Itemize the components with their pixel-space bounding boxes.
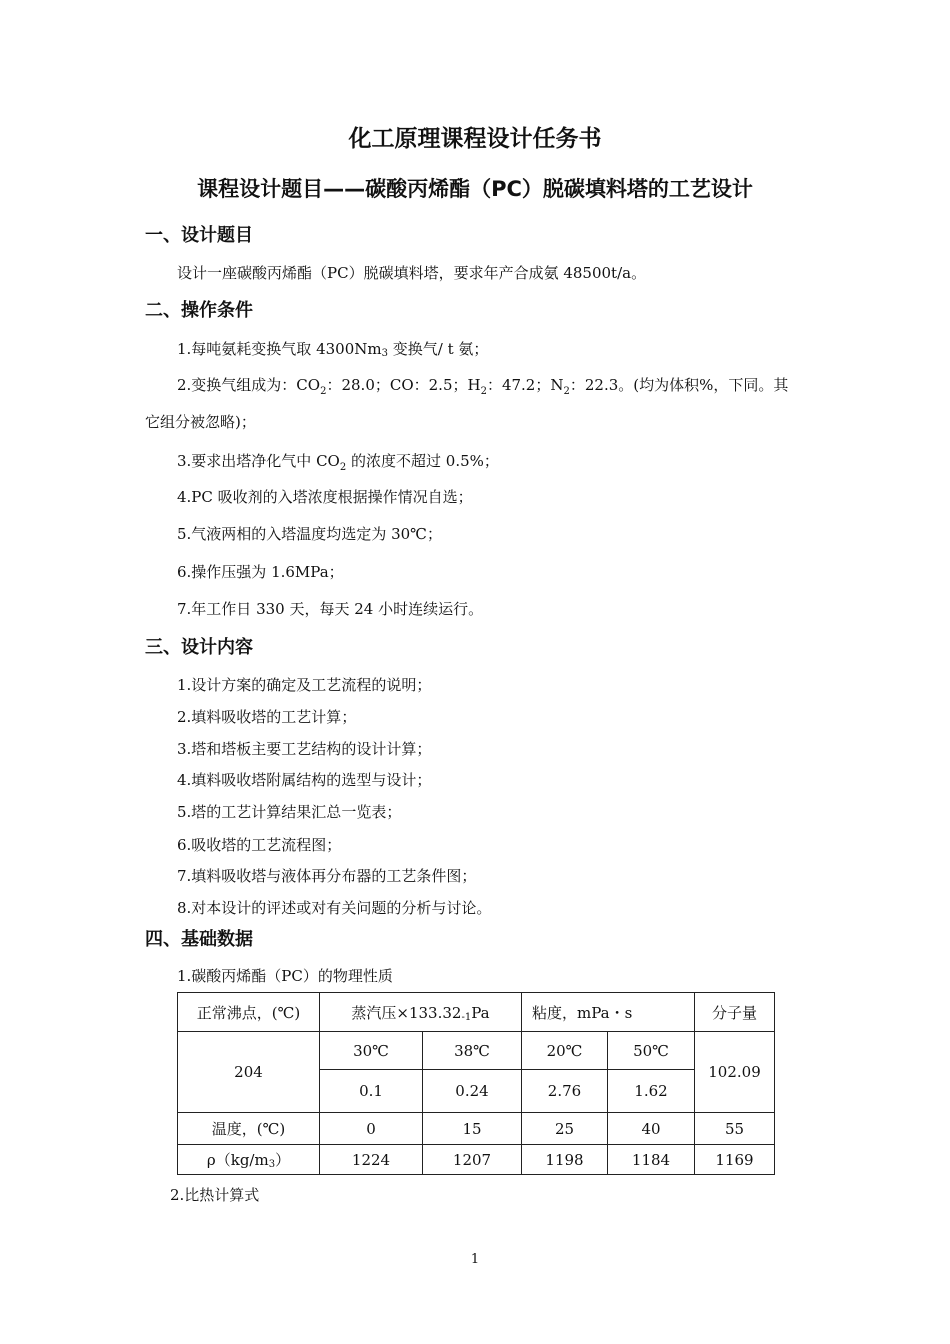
condition-2-c: ：47.2；N <box>486 376 564 394</box>
temperature-cell: 25 <box>522 1113 608 1145</box>
density-label-sup: 3 <box>268 1159 276 1170</box>
vp-value-1: 0.1 <box>320 1070 423 1113</box>
vp-temp-2: 38℃ <box>423 1032 522 1070</box>
condition-6: 6.操作压强为 1.6MPa； <box>177 563 344 581</box>
condition-7: 7.年工作日 330 天，每天 24 小时连续运行。 <box>177 600 484 618</box>
temperature-row <box>178 1113 775 1145</box>
condition-2-d: ：22.3。(均为体积%，下同。其 <box>569 376 789 394</box>
condition-2-sub2: 2 <box>480 386 487 397</box>
molecular-weight-value: 102.09 <box>695 1032 775 1113</box>
header-boiling-point: 正常沸点，(℃) <box>178 993 320 1032</box>
visc-value-2: 1.62 <box>608 1070 695 1113</box>
header-viscosity: 粘度，mPa・s <box>522 993 695 1032</box>
density-cell: 1198 <box>522 1145 608 1175</box>
condition-3-post: 的浓度不超过 0.5%； <box>346 452 499 470</box>
boiling-point-value: 204 <box>178 1032 320 1113</box>
content-item-8: 8.对本设计的评述或对有关问题的分析与讨论。 <box>177 899 492 917</box>
content-item-6: 6.吸收塔的工艺流程图； <box>177 836 342 854</box>
content-item-7: 7.填料吸收塔与液体再分布器的工艺条件图； <box>177 867 477 885</box>
table-row <box>178 1032 775 1070</box>
condition-3-sub: 2 <box>339 462 347 473</box>
condition-4: 4.PC 吸收剂的入塔浓度根据操作情况自选； <box>177 488 473 506</box>
temperature-cell: 55 <box>695 1113 775 1145</box>
condition-2-continued: 它组分被忽略)； <box>145 413 256 431</box>
condition-2-sub1: 2 <box>320 386 327 397</box>
page-title: 化工原理课程设计任务书 <box>348 126 602 152</box>
pc-properties-table <box>177 992 775 1175</box>
content-item-1: 1.设计方案的确定及工艺流程的说明； <box>177 676 432 694</box>
temperature-cell: 15 <box>423 1113 522 1145</box>
temperature-cell: 0 <box>320 1113 423 1145</box>
section-3-heading: 三、设计内容 <box>145 637 253 658</box>
visc-temp-2: 50℃ <box>608 1032 695 1070</box>
section-4-heading: 四、基础数据 <box>145 929 253 950</box>
section-2-heading: 二、操作条件 <box>145 300 253 321</box>
header-vp-pre: 蒸汽压×133.32 <box>351 1003 462 1022</box>
content-item-5: 5.塔的工艺计算结果汇总一览表； <box>177 803 402 821</box>
page-subtitle: 课程设计题目——碳酸丙烯酯（PC）脱碳填料塔的工艺设计 <box>197 177 753 201</box>
condition-1-pre: 1.每吨氨耗变换气取 4300Nm <box>177 340 382 358</box>
vp-value-2: 0.24 <box>423 1070 522 1113</box>
condition-3-pre: 3.要求出塔净化气中 CO <box>177 452 340 470</box>
condition-2-a: 2.变换气组成为：CO <box>177 376 321 394</box>
density-cell: 1224 <box>320 1145 423 1175</box>
density-cell: 1207 <box>423 1145 522 1175</box>
density-row <box>178 1145 775 1175</box>
content-item-4: 4.填料吸收塔附属结构的选型与设计； <box>177 771 432 789</box>
visc-value-1: 2.76 <box>522 1070 608 1113</box>
section-1-heading: 一、设计题目 <box>145 225 253 246</box>
header-vp-post: Pa <box>471 1003 490 1022</box>
page-number: 1 <box>470 1252 480 1267</box>
basic-data-item-2: 2.比热计算式 <box>170 1186 260 1204</box>
content-item-2: 2.填料吸收塔的工艺计算； <box>177 708 357 726</box>
vp-temp-1: 30℃ <box>320 1032 423 1070</box>
density-cell: 1184 <box>608 1145 695 1175</box>
header-molecular-weight: 分子量 <box>695 993 775 1032</box>
density-label-pre: ρ（kg/m <box>206 1151 269 1169</box>
header-vapor-pressure <box>320 993 522 1032</box>
condition-2 <box>177 374 788 397</box>
table-header-row <box>178 993 775 1032</box>
condition-5: 5.气液两相的入塔温度均选定为 30℃； <box>177 525 442 543</box>
condition-1-sup: 3 <box>381 348 388 359</box>
visc-temp-1: 20℃ <box>522 1032 608 1070</box>
condition-1 <box>177 338 488 359</box>
condition-2-b: ：28.0；CO：2.5；H <box>326 376 481 394</box>
density-cell: 1169 <box>695 1145 775 1175</box>
condition-2-sub3: 2 <box>563 386 570 397</box>
basic-data-item-1: 1.碳酸丙烯酯（PC）的物理性质 <box>177 967 393 985</box>
temperature-label: 温度，(℃) <box>178 1113 320 1145</box>
header-vp-sup: -1 <box>461 1011 472 1023</box>
content-item-3: 3.塔和塔板主要工艺结构的设计计算； <box>177 740 432 758</box>
section-1-text: 设计一座碳酸丙烯酯（PC）脱碳填料塔，要求年产合成氨 48500t/a。 <box>177 264 647 282</box>
density-label <box>178 1145 320 1175</box>
density-label-post: ） <box>275 1151 291 1169</box>
condition-3 <box>177 450 499 473</box>
temperature-cell: 40 <box>608 1113 695 1145</box>
condition-1-post: 变换气/ t 氨； <box>387 340 489 358</box>
